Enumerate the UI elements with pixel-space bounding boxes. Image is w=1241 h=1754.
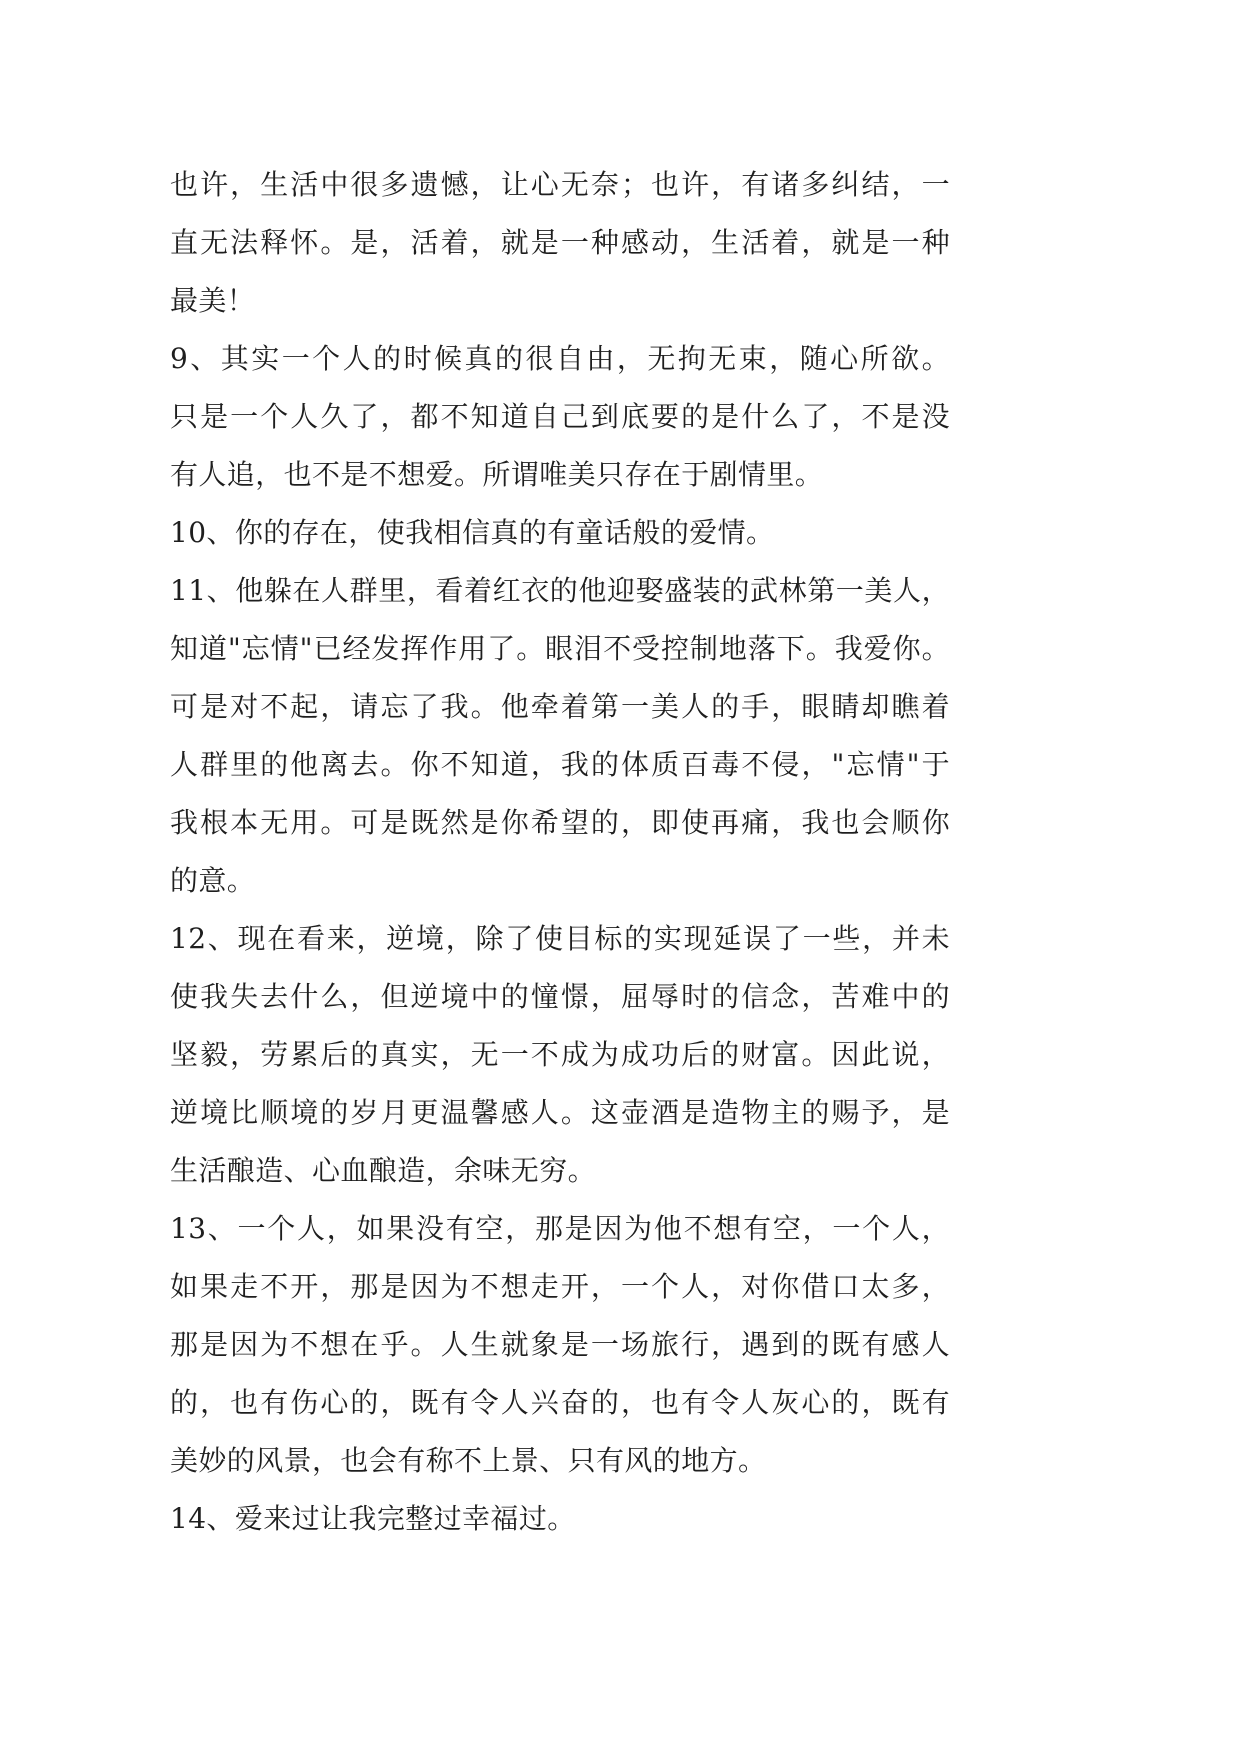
- text-line: 最美！: [170, 284, 256, 317]
- text-line: 人群里的他离去。你不知道，我的体质百毒不侵，"忘情"于: [170, 748, 950, 781]
- text-line: 逆境比顺境的岁月更温馨感人。这壶酒是造物主的赐予，是: [170, 1096, 950, 1129]
- paragraph-item-10: [170, 504, 950, 562]
- text-line: 14、爱来过让我完整过幸福过。: [170, 1502, 576, 1535]
- text-line: 13、一个人，如果没有空，那是因为他不想有空，一个人，: [170, 1212, 950, 1245]
- text-line: 也许，生活中很多遗憾，让心无奈；也许，有诸多纠结，一: [170, 168, 950, 201]
- text-line: 直无法释怀。是，活着，就是一种感动，生活着，就是一种: [170, 226, 950, 259]
- text-line: 生活酿造、心血酿造，余味无穷。: [170, 1154, 597, 1187]
- text-line: 的意。: [170, 864, 256, 897]
- paragraph-item-14: [170, 1490, 950, 1548]
- body-text: [170, 156, 950, 1548]
- text-line: 只是一个人久了，都不知道自己到底要的是什么了，不是没: [170, 400, 950, 433]
- text-line: 10、你的存在，使我相信真的有童话般的爱情。: [170, 516, 775, 549]
- text-line: 那是因为不想在乎。人生就象是一场旅行，遇到的既有感人: [170, 1328, 950, 1361]
- text-line: 的，也有伤心的，既有令人兴奋的，也有令人灰心的，既有: [170, 1386, 950, 1419]
- text-line: 如果走不开，那是因为不想走开，一个人，对你借口太多，: [170, 1270, 950, 1303]
- text-line: 12、现在看来，逆境，除了使目标的实现延误了一些，并未: [170, 922, 950, 955]
- text-line: 11、他躲在人群里，看着红衣的他迎娶盛装的武林第一美人，: [170, 574, 950, 607]
- paragraph-item-12: [170, 910, 950, 1200]
- text-line: 我根本无用。可是既然是你希望的，即使再痛，我也会顺你: [170, 806, 950, 839]
- paragraph: [170, 156, 950, 330]
- text-line: 使我失去什么，但逆境中的憧憬，屈辱时的信念，苦难中的: [170, 980, 950, 1013]
- paragraph-item-13: [170, 1200, 950, 1490]
- text-line: 知道"忘情"已经发挥作用了。眼泪不受控制地落下。我爱你。: [170, 632, 950, 665]
- paragraph-item-11: [170, 562, 950, 910]
- text-line: 美妙的风景，也会有称不上景、只有风的地方。: [170, 1444, 767, 1477]
- paragraph-item-9: [170, 330, 950, 504]
- text-line: 坚毅，劳累后的真实，无一不成为成功后的财富。因此说，: [170, 1038, 950, 1071]
- text-line: 9、其实一个人的时候真的很自由，无拘无束，随心所欲。: [170, 342, 950, 375]
- text-line: 有人追，也不是不想爱。所谓唯美只存在于剧情里。: [170, 458, 824, 491]
- text-line: 可是对不起，请忘了我。他牵着第一美人的手，眼睛却瞧着: [170, 690, 950, 723]
